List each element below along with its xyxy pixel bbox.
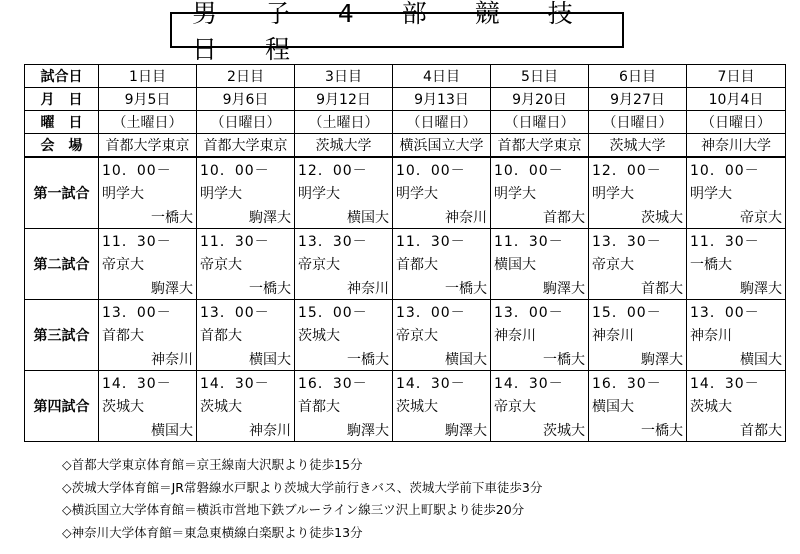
away-team: 駒澤大 — [641, 352, 683, 368]
match-cell — [687, 300, 786, 371]
match-time: 10．00－ — [102, 163, 172, 179]
home-team: 神奈川 — [592, 328, 634, 344]
away-team: 駒澤大 — [543, 281, 585, 297]
home-team: 茨城大 — [396, 399, 438, 415]
home-team: 神奈川 — [494, 328, 536, 344]
note-line: ◇神奈川大学体育館＝東急東横線白楽駅より徒歩13分 — [62, 524, 363, 540]
row-date — [25, 88, 786, 111]
row-label-day: 試合日 — [25, 65, 99, 88]
title-box — [170, 0, 624, 64]
away-team: 一橋大 — [249, 281, 291, 297]
date-cell: 9月27日 — [589, 88, 687, 111]
match-cell — [589, 157, 687, 229]
home-team: 首都大 — [396, 257, 438, 273]
match-cell — [99, 300, 197, 371]
home-team: 一橋大 — [690, 257, 732, 273]
match-cell — [99, 157, 197, 229]
weekday-cell: （日曜日） — [197, 111, 295, 134]
venue-cell: 茨城大学 — [295, 134, 393, 158]
away-team: 首都大 — [641, 281, 683, 297]
date-cell: 9月6日 — [197, 88, 295, 111]
match-cell — [687, 157, 786, 229]
away-team: 神奈川 — [347, 281, 389, 297]
page-title: 男 子 4 部 競 技 日 程 — [192, 0, 593, 64]
venue-cell: 横浜国立大学 — [393, 134, 491, 158]
match-time: 10．00－ — [690, 163, 760, 179]
away-team: 神奈川 — [445, 210, 487, 226]
row-label-match: 第四試合 — [25, 371, 99, 442]
away-team: 横国大 — [249, 352, 291, 368]
match-time: 15．00－ — [592, 305, 662, 321]
match-time: 14．30－ — [494, 376, 564, 392]
away-team: 駒澤大 — [151, 281, 193, 297]
match-cell — [687, 371, 786, 442]
match-time: 11．30－ — [690, 234, 760, 250]
match-cell — [589, 300, 687, 371]
away-team: 一橋大 — [151, 210, 193, 226]
match-time: 14．30－ — [200, 376, 270, 392]
away-team: 一橋大 — [543, 352, 585, 368]
match-row — [25, 300, 786, 371]
match-cell — [393, 229, 491, 300]
row-weekday — [25, 111, 786, 134]
match-cell — [393, 371, 491, 442]
row-label-match: 第一試合 — [25, 157, 99, 229]
away-team: 横国大 — [347, 210, 389, 226]
match-time: 14．30－ — [102, 376, 172, 392]
match-time: 13．00－ — [690, 305, 760, 321]
match-cell — [99, 371, 197, 442]
match-cell — [197, 229, 295, 300]
date-cell: 10月4日 — [687, 88, 786, 111]
away-team: 首都大 — [543, 210, 585, 226]
row-label-venue: 会 場 — [25, 134, 99, 158]
home-team: 明学大 — [690, 186, 732, 202]
home-team: 首都大 — [200, 328, 242, 344]
match-cell — [295, 229, 393, 300]
match-cell — [491, 300, 589, 371]
home-team: 帝京大 — [396, 328, 438, 344]
match-time: 14．30－ — [396, 376, 466, 392]
row-day — [25, 65, 786, 88]
match-time: 13．00－ — [200, 305, 270, 321]
match-time: 12．00－ — [592, 163, 662, 179]
date-cell: 9月12日 — [295, 88, 393, 111]
away-team: 駒澤大 — [445, 423, 487, 439]
home-team: 明学大 — [200, 186, 242, 202]
match-time: 10．00－ — [396, 163, 466, 179]
venue-notes — [62, 454, 542, 544]
home-team: 明学大 — [298, 186, 340, 202]
match-cell — [589, 229, 687, 300]
venue-cell: 首都大学東京 — [197, 134, 295, 158]
match-cell — [295, 300, 393, 371]
home-team: 茨城大 — [690, 399, 732, 415]
match-time: 16．30－ — [298, 376, 368, 392]
match-time: 13．00－ — [494, 305, 564, 321]
venue-cell: 首都大学東京 — [491, 134, 589, 158]
note-line: ◇横浜国立大学体育館＝横浜市営地下鉄ブルーライン線三ツ沢上町駅より徒歩20分 — [62, 502, 525, 517]
home-team: 茨城大 — [102, 399, 144, 415]
weekday-cell: （日曜日） — [393, 111, 491, 134]
home-team: 明学大 — [102, 186, 144, 202]
schedule-table — [24, 64, 786, 442]
home-team: 茨城大 — [298, 328, 340, 344]
away-team: 神奈川 — [249, 423, 291, 439]
venue-cell: 神奈川大学 — [687, 134, 786, 158]
match-time: 11．30－ — [494, 234, 564, 250]
home-team: 明学大 — [494, 186, 536, 202]
match-cell — [491, 157, 589, 229]
match-rows — [25, 157, 786, 442]
away-team: 茨城大 — [543, 423, 585, 439]
note-line: ◇茨城大学体育館＝JR常磐線水戸駅より茨城大学前行きバス、茨城大学前下車徒歩3分 — [62, 479, 543, 495]
note-line: ◇首都大学東京体育館＝京王線南大沢駅より徒歩15分 — [62, 457, 363, 472]
match-time: 11．30－ — [102, 234, 172, 250]
row-label-weekday: 曜 日 — [25, 111, 99, 134]
home-team: 帝京大 — [494, 399, 536, 415]
weekday-cell: （土曜日） — [99, 111, 197, 134]
row-venue — [25, 134, 786, 158]
day-cell: 4日目 — [393, 65, 491, 88]
match-cell — [295, 157, 393, 229]
match-cell — [687, 229, 786, 300]
away-team: 駒澤大 — [347, 423, 389, 439]
home-team: 帝京大 — [298, 257, 340, 273]
match-cell — [393, 157, 491, 229]
weekday-cell: （土曜日） — [295, 111, 393, 134]
away-team: 帝京大 — [740, 210, 782, 226]
day-cell: 3日目 — [295, 65, 393, 88]
away-team: 駒澤大 — [249, 210, 291, 226]
date-cell: 9月13日 — [393, 88, 491, 111]
match-cell — [589, 371, 687, 442]
match-cell — [393, 300, 491, 371]
match-cell — [197, 300, 295, 371]
venue-cell: 茨城大学 — [589, 134, 687, 158]
away-team: 一橋大 — [445, 281, 487, 297]
home-team: 明学大 — [592, 186, 634, 202]
match-row — [25, 371, 786, 442]
weekday-cell: （日曜日） — [589, 111, 687, 134]
match-time: 13．00－ — [102, 305, 172, 321]
home-team: 横国大 — [592, 399, 634, 415]
day-cell: 1日目 — [99, 65, 197, 88]
home-team: 帝京大 — [592, 257, 634, 273]
away-team: 横国大 — [740, 352, 782, 368]
venue-cell: 首都大学東京 — [99, 134, 197, 158]
match-row — [25, 157, 786, 229]
day-cell: 7日目 — [687, 65, 786, 88]
row-label-date: 月 日 — [25, 88, 99, 111]
match-time: 14．30－ — [690, 376, 760, 392]
home-team: 横国大 — [494, 257, 536, 273]
match-time: 11．30－ — [396, 234, 466, 250]
home-team: 帝京大 — [102, 257, 144, 273]
match-cell — [295, 371, 393, 442]
row-label-match: 第三試合 — [25, 300, 99, 371]
away-team: 駒澤大 — [740, 281, 782, 297]
away-team: 横国大 — [445, 352, 487, 368]
home-team: 神奈川 — [690, 328, 732, 344]
home-team: 帝京大 — [200, 257, 242, 273]
away-team: 神奈川 — [151, 352, 193, 368]
day-cell: 5日目 — [491, 65, 589, 88]
match-cell — [491, 229, 589, 300]
match-time: 11．30－ — [200, 234, 270, 250]
day-cell: 2日目 — [197, 65, 295, 88]
match-time: 15．00－ — [298, 305, 368, 321]
match-time: 16．30－ — [592, 376, 662, 392]
home-team: 首都大 — [102, 328, 144, 344]
away-team: 首都大 — [740, 423, 782, 439]
weekday-cell: （日曜日） — [491, 111, 589, 134]
weekday-cell: （日曜日） — [687, 111, 786, 134]
away-team: 一橋大 — [641, 423, 683, 439]
home-team: 明学大 — [396, 186, 438, 202]
date-cell: 9月5日 — [99, 88, 197, 111]
match-cell — [197, 371, 295, 442]
day-cell: 6日目 — [589, 65, 687, 88]
match-time: 13．30－ — [298, 234, 368, 250]
home-team: 首都大 — [298, 399, 340, 415]
match-time: 10．00－ — [200, 163, 270, 179]
date-cell: 9月20日 — [491, 88, 589, 111]
match-cell — [491, 371, 589, 442]
away-team: 一橋大 — [347, 352, 389, 368]
match-row — [25, 229, 786, 300]
match-time: 13．30－ — [592, 234, 662, 250]
away-team: 横国大 — [151, 423, 193, 439]
match-cell — [99, 229, 197, 300]
away-team: 茨城大 — [641, 210, 683, 226]
match-time: 13．00－ — [396, 305, 466, 321]
match-time: 12．00－ — [298, 163, 368, 179]
match-time: 10．00－ — [494, 163, 564, 179]
row-label-match: 第二試合 — [25, 229, 99, 300]
home-team: 茨城大 — [200, 399, 242, 415]
match-cell — [197, 157, 295, 229]
